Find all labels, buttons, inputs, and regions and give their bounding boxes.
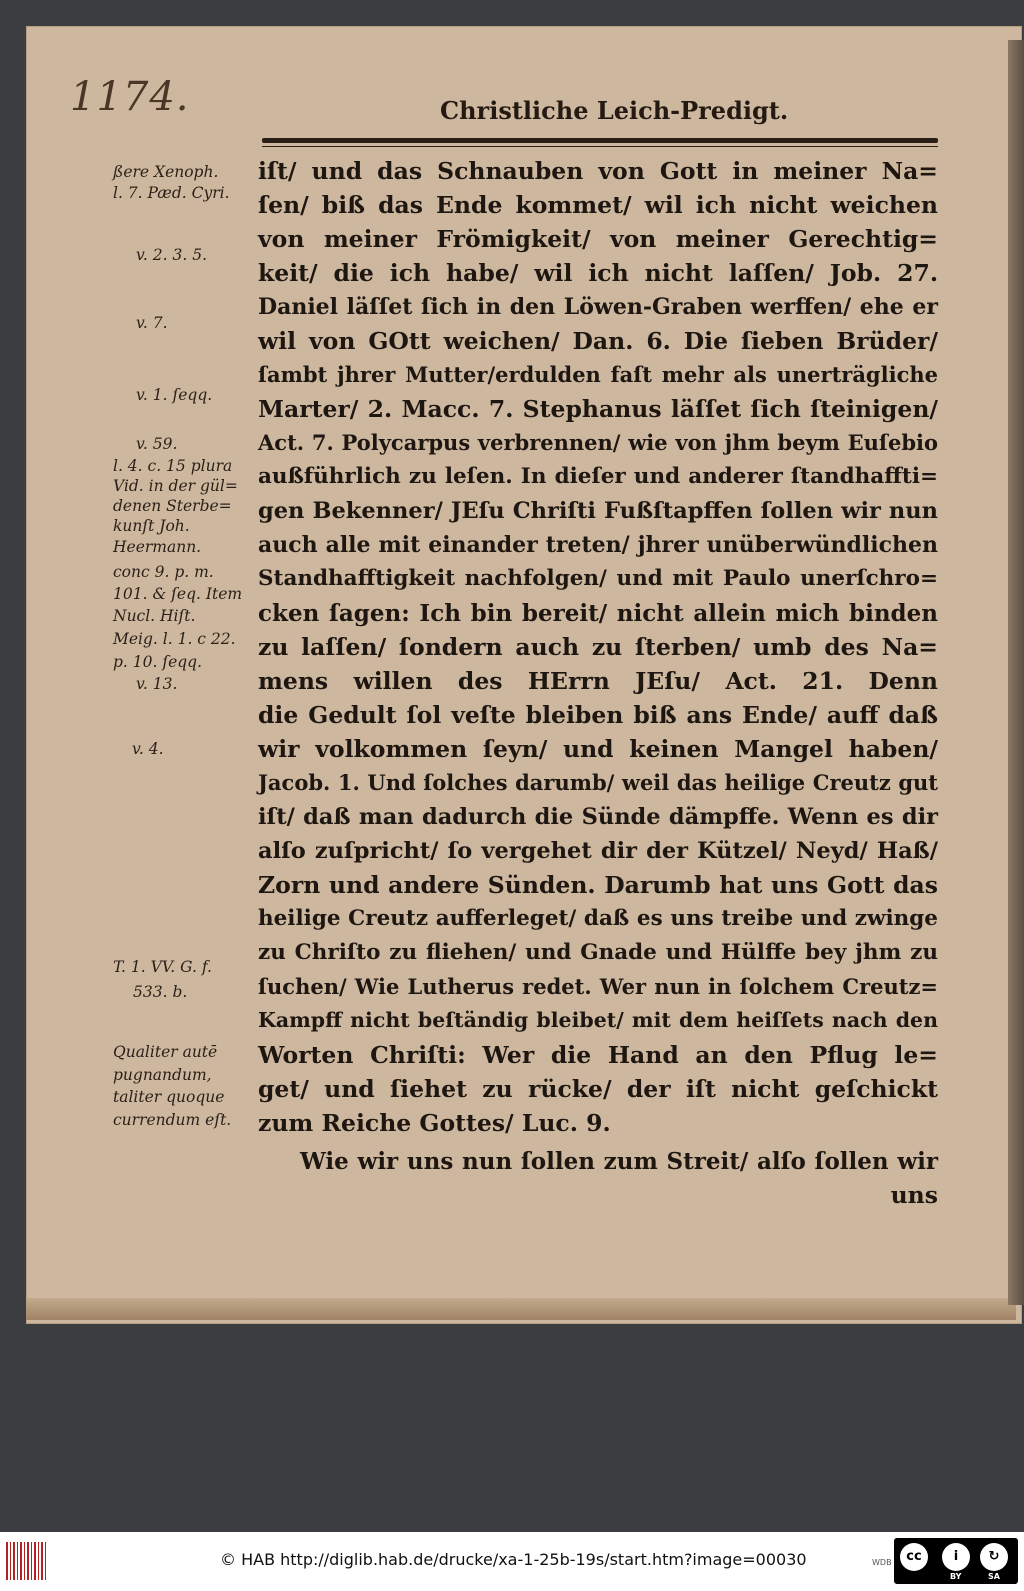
sa-label: SA [988,1572,1000,1581]
body-line: iſt/ und das Schnauben von Gott in meiner Na= [258,157,938,185]
margin-note: kunſt Joh. [113,517,190,535]
margin-note: Nucl. Hiſt. [113,607,196,625]
body-line: zu Chriſto zu fliehen/ und Gnade und Hülffe bey jhm zu [258,940,938,965]
margin-note: Meig. l. 1. c 22. [113,630,236,648]
body-line: Marter/ 2. Macc. 7. Stephanus läſſet ſich ſteinigen/ [258,395,938,423]
margin-note: ßere Xenoph. [113,163,219,181]
margin-note: v. 7. [136,314,168,332]
page-edge [26,1298,1016,1320]
body-line: ſambt jhrer Mutter/erdulden faſt mehr als unerträgliche [258,362,938,387]
body-line: auch alle mit einander treten/ jhrer unüberwündlichen [258,532,938,558]
margin-note: Qualiter autē [113,1043,218,1061]
cc-icon: cc [900,1543,928,1571]
folio-number: 1174. [70,74,190,120]
body-line: wil von GOtt weichen/ Dan. 6. Die ſieben Brüder/ [258,327,938,355]
body-line: Jacob. 1. Und ſolches darumb/ weil das heilige Creutz gut [258,770,938,795]
body-line: gen Bekenner/ JEſu Chriſti Fußſtapffen ſollen wir nun [258,498,938,524]
body-line: Daniel läſſet ſich in den Löwen-Graben werffen/ ehe er [258,294,938,320]
body-line: iſt/ daß man dadurch die Sünde dämpffe. Wenn es dir [258,804,938,830]
margin-note: v. 13. [136,675,178,693]
margin-note: Heermann. [113,538,202,556]
catchword: uns [890,1181,938,1209]
margin-note: T. 1. VV. G. f. [113,958,212,976]
body-line: außführlich zu leſen. In dieſer und anderer ſtandhaffti= [258,464,938,489]
body-line: mens willen des HErrn JEſu/ Act. 21. Denn [258,667,938,695]
margin-note: v. 59. [136,435,178,453]
head-rule-thin [262,146,938,147]
wdb-label: WDB [872,1558,892,1567]
by-label: BY [950,1572,962,1581]
body-line: wir volkommen ſeyn/ und keinen Mangel haben/ [258,735,938,763]
margin-note: conc 9. p. m. [113,563,214,581]
body-line: Worten Chriſti: Wer die Hand an den Pflug le= [258,1041,938,1069]
margin-note: l. 4. c. 15 plura [113,457,233,475]
body-line: get/ und ſiehet zu rücke/ der iſt nicht geſchickt [258,1075,938,1103]
body-line: keit/ die ich habe/ wil ich nicht laſſen/ Job. 27. [258,259,938,287]
margin-note: p. 10. ſeqq. [113,653,203,671]
attribution-icon: i [942,1543,970,1571]
hab-logo-icon [6,1542,46,1580]
body-line: die Gedult ſol veſte bleiben biß ans Ende/ auff daß [258,701,938,729]
body-line: zu laſſen/ ſondern auch zu ſterben/ umb des Na= [258,633,938,661]
margin-note: 533. b. [133,983,188,1001]
share-alike-icon: ↻ [980,1543,1008,1571]
head-rule [262,138,938,143]
margin-note: denen Sterbe= [113,497,232,515]
body-line: cken ſagen: Ich bin bereit/ nicht allein mich binden [258,600,938,627]
book-spine [1008,40,1024,1305]
margin-note: 101. & ſeq. Item [113,585,243,603]
body-line: Kampff nicht beſtändig bleibet/ mit dem heiſſets nach den [258,1008,938,1032]
margin-note: taliter quoque [113,1088,225,1106]
body-line: alſo zuſpricht/ ſo vergehet dir der Kützel/ Neyd/ Haß/ [258,838,938,864]
margin-note: l. 7. Pæd. Cyri. [113,184,230,202]
body-line: Zorn und andere Sünden. Darumb hat uns Gott das [258,871,938,899]
body-line: ſuchen/ Wie Lutherus redet. Wer nun in ſolchem Creutz= [258,974,938,999]
footer-bar [0,1532,1024,1591]
footer-credit-link[interactable]: © HAB http://diglib.hab.de/drucke/xa-1-25b-19s/start.htm?image=00030 [220,1550,807,1569]
body-line: ſen/ biß das Ende kommet/ wil ich nicht weichen [258,191,938,219]
body-line: Wie wir uns nun ſollen zum Streit/ alſo ſollen wir [300,1148,938,1175]
cc-license-badge[interactable] [894,1538,1018,1584]
body-line: von meiner Frömigkeit/ von meiner Gerechtig= [258,225,938,253]
margin-note: Vid. in der gül= [113,477,238,495]
body-line: zum Reiche Gottes/ Luc. 9. [258,1109,611,1137]
body-line: Act. 7. Polycarpus verbrennen/ wie von jhm beym Euſebio [258,430,938,455]
body-line: Standhafftigkeit nachfolgen/ und mit Paulo unerſchro= [258,566,938,591]
margin-note: v. 2. 3. 5. [136,246,207,264]
margin-note: v. 1. ſeqq. [136,386,213,404]
running-head: Christliche Leich-Predigt. [440,96,789,125]
margin-note: v. 4. [132,740,164,758]
margin-note: pugnandum, [113,1066,212,1084]
margin-note: currendum eſt. [113,1111,232,1129]
body-line: heilige Creutz aufferleget/ daß es uns treibe und zwinge [258,906,938,931]
